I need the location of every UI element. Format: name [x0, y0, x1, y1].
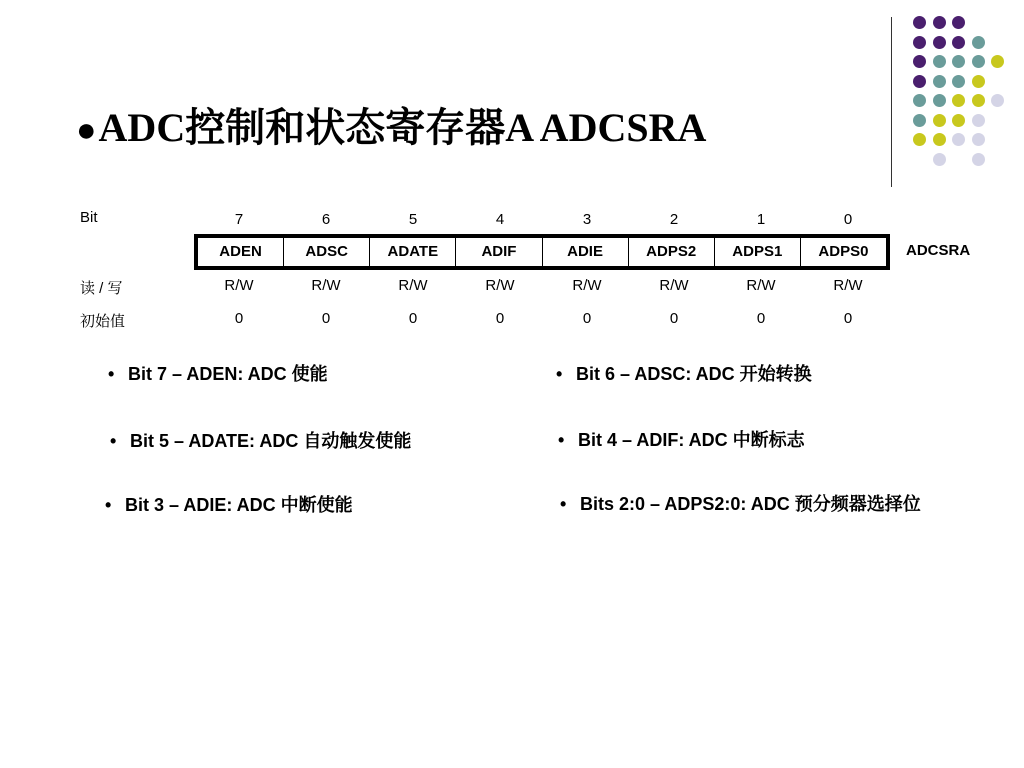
decorative-dot: [972, 133, 985, 146]
access-value: R/W: [833, 277, 863, 294]
initial-value: 0: [669, 310, 679, 327]
initial-value: 0: [495, 310, 505, 327]
decorative-dot: [952, 55, 965, 68]
decorative-dot: [913, 133, 926, 146]
decorative-dot: [933, 55, 946, 68]
decorative-dot: [972, 153, 985, 166]
description-text: Bit 3 – ADIE: ADC 中断使能: [125, 495, 353, 515]
register-bit-cell: ADSC: [284, 238, 370, 266]
bit-number: 4: [495, 211, 505, 228]
bit-number: 0: [843, 211, 853, 228]
decorative-dot: [913, 75, 926, 88]
register-bit-cell: ADATE: [370, 238, 456, 266]
bullet-icon: •: [560, 494, 567, 514]
register-bit-cell: ADPS0: [818, 243, 869, 260]
register-bit-cell: ADIE: [543, 238, 629, 266]
access-value: R/W: [659, 277, 689, 294]
initial-value: 0: [321, 310, 331, 327]
decorative-dot: [952, 36, 965, 49]
bit-description-adate: [110, 427, 411, 453]
access-value: R/W: [485, 277, 515, 294]
decorative-dot: [913, 36, 926, 49]
initial-value: 0: [408, 310, 418, 327]
decorative-dot: [972, 94, 985, 107]
bit-number: 5: [408, 211, 418, 228]
decorative-dot: [952, 16, 965, 29]
access-value: R/W: [311, 277, 341, 294]
row-label-rw: 读 / 写: [80, 280, 123, 297]
bit-description-adie: [105, 491, 353, 517]
decorative-dot: [933, 94, 946, 107]
decorative-dot: [933, 114, 946, 127]
register-name: ADCSRA: [906, 242, 971, 259]
bullet-icon: •: [558, 430, 565, 450]
description-text: Bit 7 – ADEN: ADC 使能: [128, 364, 328, 384]
slide-title: [76, 102, 706, 157]
row-label-bit: Bit: [80, 209, 98, 226]
decorative-dot: [913, 114, 926, 127]
decorative-dot: [991, 55, 1004, 68]
access-value: R/W: [572, 277, 602, 294]
bit-number: 7: [234, 211, 244, 228]
decorative-dot: [913, 16, 926, 29]
decorative-dot: [933, 75, 946, 88]
access-value: R/W: [224, 277, 254, 294]
bit-number: 6: [321, 211, 331, 228]
bit-description-adps: [560, 490, 921, 516]
register-bit-cell: ADPS1: [715, 238, 801, 266]
bit-description-adif: [558, 426, 805, 452]
decorative-dot: [952, 133, 965, 146]
bit-number: 3: [582, 211, 592, 228]
register-bit-table: [194, 234, 890, 270]
decorative-dot: [972, 75, 985, 88]
description-text: Bits 2:0 – ADPS2:0: ADC 预分频器选择位: [580, 494, 921, 514]
bullet-icon: •: [110, 431, 117, 451]
bit-number: 2: [669, 211, 679, 228]
access-value: R/W: [746, 277, 776, 294]
register-bit-cell: ADPS2: [629, 238, 715, 266]
bit-description-aden: [108, 360, 328, 386]
decorative-dot: [952, 75, 965, 88]
description-text: Bit 6 – ADSC: ADC 开始转换: [576, 364, 812, 384]
decorative-dot: [952, 114, 965, 127]
decorative-dot: [933, 36, 946, 49]
initial-value: 0: [843, 310, 853, 327]
decorative-dot: [952, 94, 965, 107]
title-bullet-icon: ●: [76, 112, 97, 149]
decorative-dot: [933, 153, 946, 166]
bit-description-adsc: [556, 360, 812, 386]
title-text: ADC控制和状态寄存器A ADCSRA: [98, 105, 707, 150]
description-text: Bit 4 – ADIF: ADC 中断标志: [578, 430, 805, 450]
register-bit-cell: ADIF: [456, 238, 542, 266]
decorative-dot: [913, 55, 926, 68]
bullet-icon: •: [108, 364, 115, 384]
bullet-icon: •: [105, 495, 112, 515]
initial-value: 0: [756, 310, 766, 327]
description-text: Bit 5 – ADATE: ADC 自动触发使能: [130, 431, 412, 451]
initial-value: 0: [582, 310, 592, 327]
decorative-dot: [972, 114, 985, 127]
decorative-dot: [972, 55, 985, 68]
register-bit-cell: ADEN: [198, 238, 284, 266]
decorative-dot: [913, 94, 926, 107]
initial-value: 0: [234, 310, 244, 327]
bullet-icon: •: [556, 364, 563, 384]
decorative-dot: [972, 36, 985, 49]
decorative-dot: [933, 16, 946, 29]
row-label-init: 初始值: [80, 313, 126, 330]
decorative-dot: [933, 133, 946, 146]
divider-line: [891, 17, 892, 187]
access-value: R/W: [398, 277, 428, 294]
decorative-dot: [991, 94, 1004, 107]
bit-number: 1: [756, 211, 766, 228]
